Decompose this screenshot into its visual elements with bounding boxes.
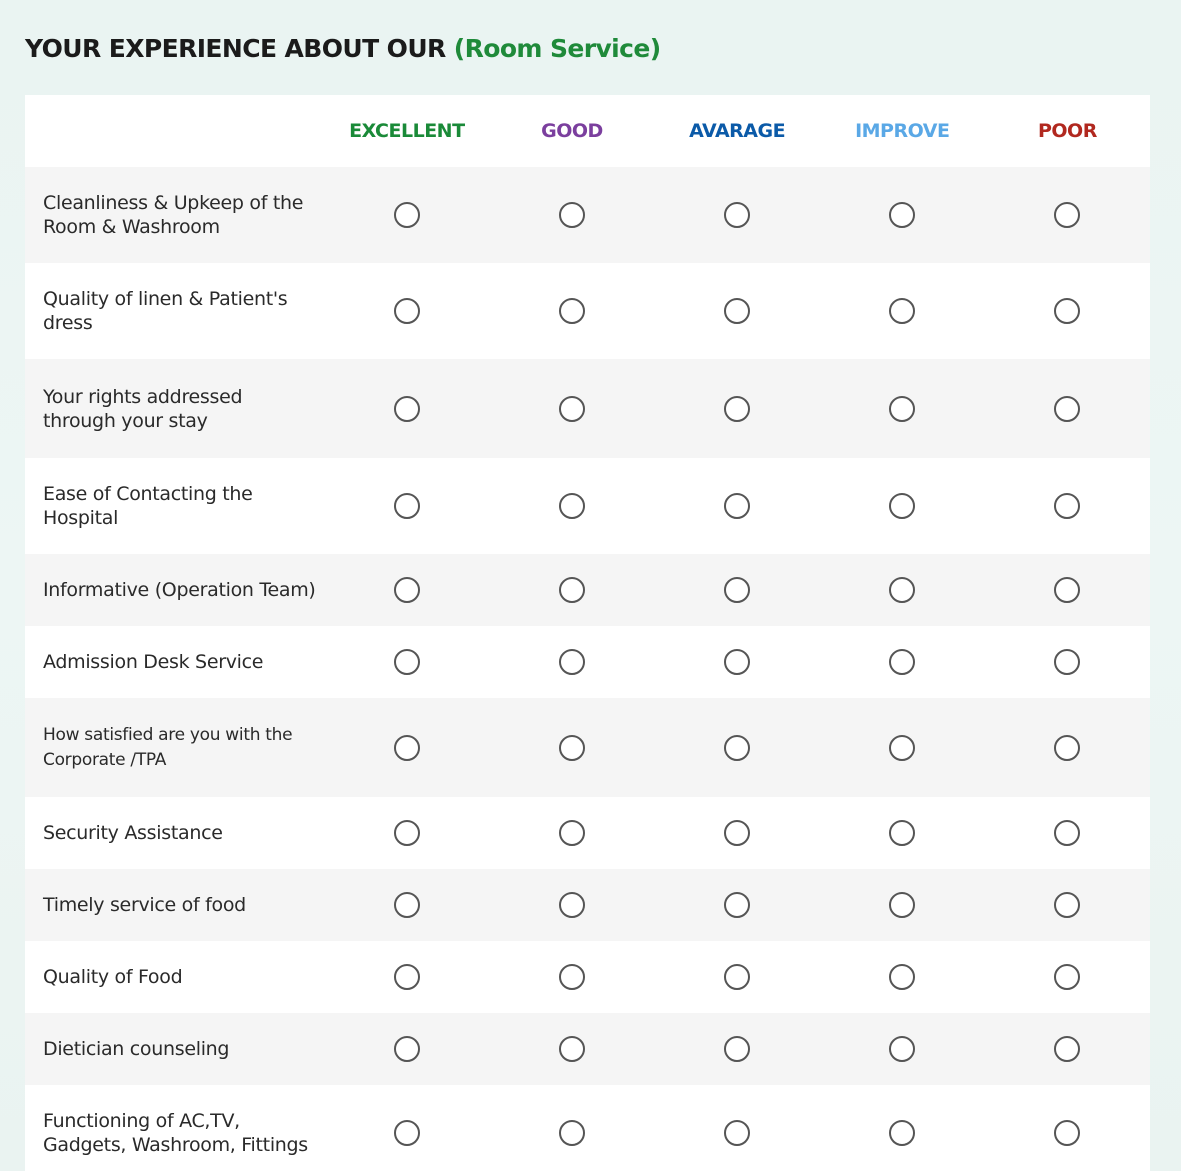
page-title <box>25 34 661 63</box>
radio-poor[interactable] <box>1054 1036 1080 1062</box>
question-label: Admission Desk Service <box>43 651 264 673</box>
question-label: Quality of linen & Patient's dress <box>43 288 288 334</box>
question-label: Ease of Contacting the Hospital <box>43 483 253 529</box>
radio-poor[interactable] <box>1054 1120 1080 1146</box>
radio-excellent[interactable] <box>394 202 420 228</box>
radio-average[interactable] <box>724 892 750 918</box>
radio-good[interactable] <box>559 1036 585 1062</box>
radio-poor[interactable] <box>1054 735 1080 761</box>
radio-poor[interactable] <box>1054 396 1080 422</box>
radio-average[interactable] <box>724 298 750 324</box>
radio-good[interactable] <box>559 298 585 324</box>
radio-poor[interactable] <box>1054 577 1080 603</box>
radio-improve[interactable] <box>889 820 915 846</box>
column-header-poor: POOR <box>1037 120 1097 142</box>
rating-survey <box>25 95 1150 1171</box>
question-row-linen <box>25 263 1150 359</box>
radio-average[interactable] <box>724 735 750 761</box>
question-label: Dietician counseling <box>43 1038 230 1060</box>
radio-average[interactable] <box>724 649 750 675</box>
question-label: Timely service of food <box>43 894 246 916</box>
radio-poor[interactable] <box>1054 892 1080 918</box>
question-label: How satisfied are you with the Corporate /TPA <box>43 724 293 770</box>
radio-poor[interactable] <box>1054 964 1080 990</box>
radio-improve[interactable] <box>889 493 915 519</box>
radio-excellent[interactable] <box>394 964 420 990</box>
radio-average[interactable] <box>724 820 750 846</box>
radio-improve[interactable] <box>889 735 915 761</box>
radio-poor[interactable] <box>1054 202 1080 228</box>
radio-excellent[interactable] <box>394 493 420 519</box>
question-row-informative <box>25 554 1150 626</box>
column-header-excellent: EXCELLENT <box>349 120 465 142</box>
question-row-corporate-tpa <box>25 698 1150 797</box>
rating-table <box>25 95 1150 1171</box>
question-label: Quality of Food <box>43 966 183 988</box>
page-title-highlight: (Room Service) <box>453 34 661 63</box>
radio-excellent[interactable] <box>394 735 420 761</box>
page-title-text: YOUR EXPERIENCE ABOUT OUR <box>25 34 454 63</box>
radio-good[interactable] <box>559 735 585 761</box>
radio-excellent[interactable] <box>394 892 420 918</box>
radio-excellent[interactable] <box>394 649 420 675</box>
radio-improve[interactable] <box>889 298 915 324</box>
radio-excellent[interactable] <box>394 820 420 846</box>
question-row-food-timely <box>25 869 1150 941</box>
column-header-good: GOOD <box>541 120 603 142</box>
column-header-improve: IMPROVE <box>855 120 950 142</box>
radio-good[interactable] <box>559 577 585 603</box>
radio-excellent[interactable] <box>394 577 420 603</box>
radio-average[interactable] <box>724 964 750 990</box>
radio-poor[interactable] <box>1054 493 1080 519</box>
radio-improve[interactable] <box>889 649 915 675</box>
question-row-contacting <box>25 458 1150 554</box>
question-label: Informative (Operation Team) <box>43 579 316 601</box>
radio-average[interactable] <box>724 577 750 603</box>
radio-excellent[interactable] <box>394 1120 420 1146</box>
radio-excellent[interactable] <box>394 1036 420 1062</box>
question-row-cleanliness <box>25 167 1150 263</box>
radio-poor[interactable] <box>1054 820 1080 846</box>
rating-header-row <box>25 95 1150 167</box>
radio-improve[interactable] <box>889 1120 915 1146</box>
question-label: Your rights addressed through your stay <box>43 385 243 432</box>
question-row-ac-tv-gadgets <box>25 1085 1150 1171</box>
radio-improve[interactable] <box>889 396 915 422</box>
radio-excellent[interactable] <box>394 298 420 324</box>
question-label: Cleanliness & Upkeep of the Room & Washroom <box>43 192 304 238</box>
radio-average[interactable] <box>724 1036 750 1062</box>
radio-poor[interactable] <box>1054 649 1080 675</box>
radio-good[interactable] <box>559 493 585 519</box>
radio-poor[interactable] <box>1054 298 1080 324</box>
radio-good[interactable] <box>559 964 585 990</box>
radio-improve[interactable] <box>889 202 915 228</box>
question-row-security <box>25 797 1150 869</box>
question-row-dietician <box>25 1013 1150 1085</box>
radio-good[interactable] <box>559 202 585 228</box>
question-column-header <box>25 95 324 167</box>
radio-average[interactable] <box>724 493 750 519</box>
radio-good[interactable] <box>559 396 585 422</box>
radio-good[interactable] <box>559 820 585 846</box>
radio-improve[interactable] <box>889 964 915 990</box>
question-row-rights <box>25 359 1150 458</box>
radio-average[interactable] <box>724 202 750 228</box>
radio-good[interactable] <box>559 649 585 675</box>
radio-good[interactable] <box>559 892 585 918</box>
radio-improve[interactable] <box>889 892 915 918</box>
radio-excellent[interactable] <box>394 396 420 422</box>
radio-average[interactable] <box>724 1120 750 1146</box>
radio-improve[interactable] <box>889 577 915 603</box>
radio-average[interactable] <box>724 396 750 422</box>
column-header-average: AVARAGE <box>689 120 786 142</box>
radio-improve[interactable] <box>889 1036 915 1062</box>
question-label: Security Assistance <box>43 822 223 844</box>
radio-good[interactable] <box>559 1120 585 1146</box>
question-row-food-quality <box>25 941 1150 1013</box>
question-row-admission <box>25 626 1150 698</box>
question-label: Functioning of AC,TV, Gadgets, Washroom, Fittings <box>43 1110 308 1156</box>
